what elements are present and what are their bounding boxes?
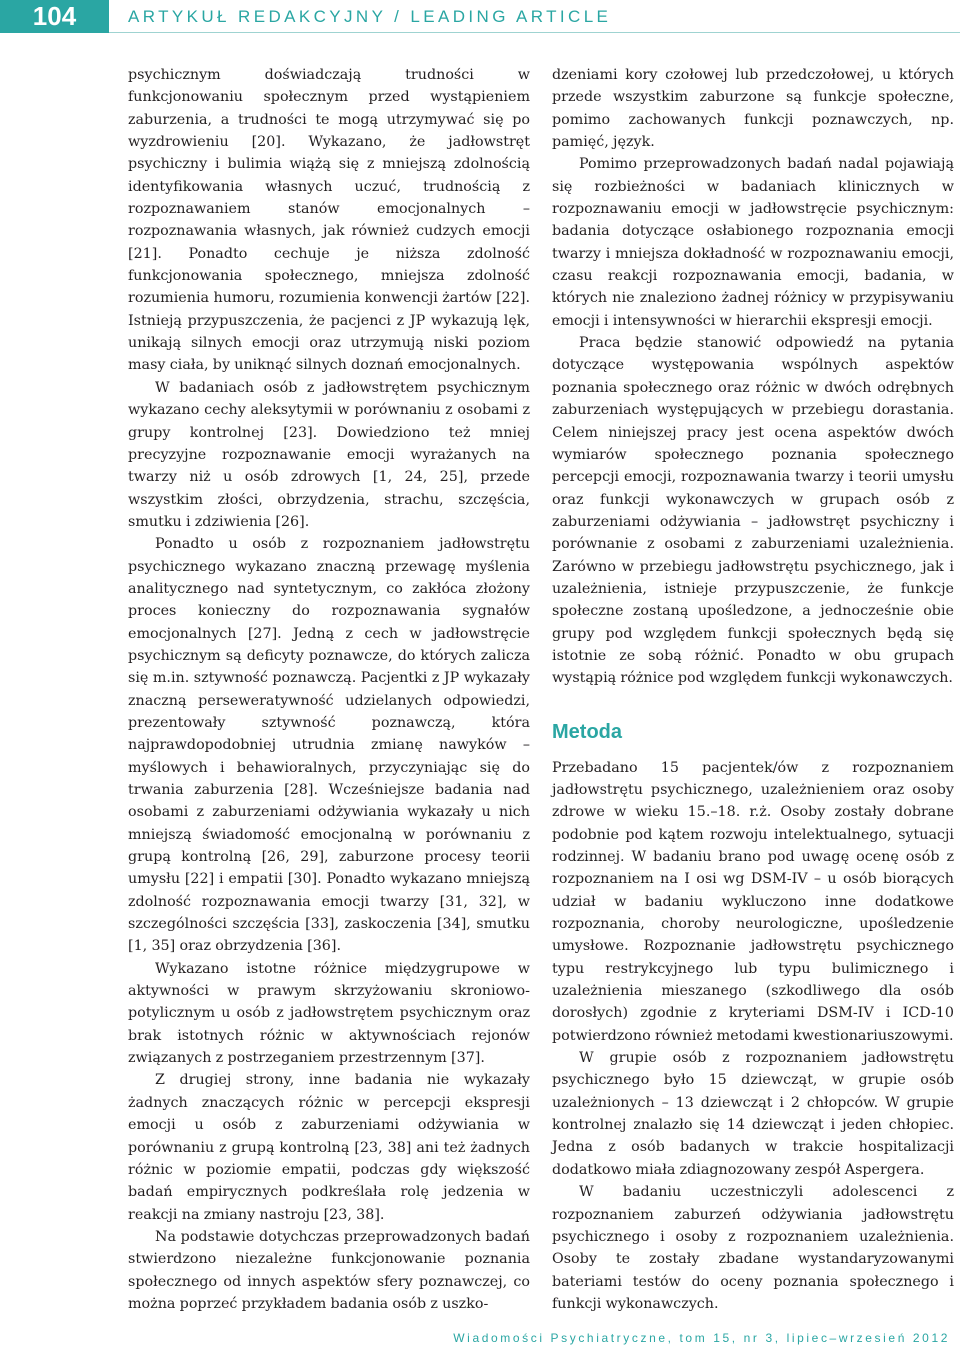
paragraph: Na podstawie dotychczas przeprowadzonych badań stwierdzono niezależne funkcjonowanie poznania społecznego od innych aspektów sfery poznawczej, co można poprzeć przykładem badania osób z uszko- xyxy=(128,1228,530,1312)
paragraph: W grupie osób z rozpoznaniem jadłowstrętu psychicznego było 15 dziewcząt, w grupie osób uzależnionych – 13 dziewcząt i 2 chłopców. W grupie kontrolnej znalazło się 14 dziewcząt i jeden chłopiec. Jedna z osób badanych w trakcie hospitalizacji dodatkowo miała zdiagnozowany zespół Aspergera. xyxy=(552,1050,954,1178)
header-rule xyxy=(109,32,960,33)
paragraph: Z drugiej strony, inne badania nie wykazały żadnych znaczących różnic w percepcji ekspresji emocji u osób z zaburzeniami odżywiania w porównaniu z grupą kontrolną [23, 38] ani też żadnych różnic w poziomie empatii, podczas gdy większość badań empirycznych podkreślała rolę jedzenia w reakcji na zmiany nastroju [23, 38]. xyxy=(128,1072,530,1223)
paragraph: Pomimo przeprowadzonych badań nadal pojawiają się rozbieżności w badaniach klinicznych w rozpoznawaniu emocji w jadłowstręcie psychicznym: badania dotyczące osłabionego rozpoznania emocji twarzy i mniejsza dokładność w rozpoznawaniu emocji, czasu reakcji rozpoznawania emocji, badania, w których nie znaleziono żadnej różnicy w przypisywaniu emocji i intensywności w hierarchii ekspresji emocji. xyxy=(552,156,954,329)
right-column xyxy=(552,64,954,1315)
paragraph: W badaniach osób z jadłowstrętem psychicznym wykazano cechy aleksytymii w porównaniu z osobami z grupy kontrolnej [23]. Dowiedziono też mniej precyzyjne rozpoznawanie emocji wyrażanych na twarzy niż u osób zdrowych [1, 24, 25], przede wszystkim złości, obrzydzenia, strachu, szczęścia, smutku i zdziwienia [26]. xyxy=(128,379,530,530)
page-header xyxy=(0,0,960,33)
paragraph: W badaniu uczestniczyli adolescenci z rozpoznaniem zaburzeń odżywiania jadłowstrętu psychicznego i osoby z rozpoznaniem uzależnienia. Osoby te zostały zbadane wystandaryzowanymi bateriami testów do oceny poznania społecznego i funkcji wykonawczych. xyxy=(552,1184,954,1312)
paragraph: Przebadano 15 pacjentek/ów z rozpoznaniem jadłowstrętu psychicznego, uzależnieniem oraz osoby zdrowe w wieku 15.–18. r.ż. Osoby zostały dobrane podobnie pod kątem rozwoju intelektualnego, sytuacji rodzinnej. W badaniu brano pod uwagę ocenę osób z rozpoznaniem na I osi wg DSM-IV – u osób biorących udział w badaniu wykluczono inne dodatkowe rozpoznania, choroby neurologiczne, upośledzenie umysłowe. Rozpoznanie jadłowstrętu psychicznego typu restrykcyjnego lub typu bulimicznego i uzależnienia mieszanego (szkodliwego dla osób dorosłych) zgodnie z kryteriami DSM-IV i ICD-10 potwierdzono również metodami kwestionariuszowymi. xyxy=(552,759,954,1044)
section-label: ARTYKUŁ REDAKCYJNY / LEADING ARTICLE xyxy=(128,7,612,26)
paragraph: psychicznym doświadczają trudności w funkcjonowaniu społecznym przed wystąpieniem zaburzenia, a trudności te mogą utrzymywać się po wyzdrowieniu [20]. Wykazano, że jadłowstręt psychiczny i bulimia wiążą się z mniejszą zdolnością identyfikowania własnych uczuć, trudnością z rozpoznawaniem stanów emocjonalnych – rozpoznawania własnych, jak również cudzych emocji [21]. Ponadto cechuje je niższa zdolność funkcjonowania społecznego, mniejsza zdolność rozumienia humoru, rozumienia konwencji żartów [22]. Istnieją przypuszczenia, że pacjenci z JP wykazują lęk, unikają silnych emocji oraz utrzymują niski poziom masy ciała, by uniknąć silnych doznań emocjonalnych. xyxy=(128,67,530,374)
page-number: 104 xyxy=(0,0,109,33)
section-heading-metoda: Metoda xyxy=(552,720,622,743)
journal-footer: Wiadomości Psychiatryczne, tom 15, nr 3, lipiec–wrzesień 2012 xyxy=(453,1331,950,1345)
paragraph: dzeniami kory czołowej lub przedczołowej, u których przede wszystkim zaburzone są funkcje społeczne, pomimo zachowanych funkcji poznawczych, np. pamięć, język. xyxy=(552,67,954,151)
paragraph: Praca będzie stanowić odpowiedź na pytania dotyczące występowania wspólnych aspektów poznania społecznego oraz różnic w dwóch odrębnych zaburzeniach występujących w przebiegu dorastania. Celem niniejszej pracy jest ocena aspektów dwóch wymiarów społecznego poznania społecznego percepcji emocji, rozpoznawania twarzy i teorii umysłu oraz funkcji wykonawczych w grupach osób z zaburzeniami odżywiania – jadłowstręt psychiczny i porównanie z osobami z zaburzeniami uzależnienia. Zarówno w przebiegu jadłowstrętu psychicznego, jak i uzależnienia, istnieje przypuszczenie, że funkcje społeczne zostaną upośledzone, a jednocześnie obie grupy pod względem funkcji społecznych będą się istotnie ze sobą różnić. Ponadto w obu grupach wystąpią różnice pod względem funkcji wykonawczych. xyxy=(552,335,954,687)
paragraph: Ponadto u osób z rozpoznaniem jadłowstrętu psychicznego wykazano znaczną przewagę myślenia analitycznego nad syntetycznym, co zakłóca złożony proces konieczny do rozpoznawania sygnałów emocjonalnych [27]. Jedną z cech w jadłowstręcie psychicznym są deficyty poznawcze, do których zalicza się m.in. sztywność poznawczą. Pacjentki z JP wykazały znaczną perseweratywność udzielanych odpowiedzi, prezentowały sztywność poznawczą, która najprawdopodobniej utrudnia zmianę nawyków – myślowych i behawioralnych, przyczyniając się do trwania zaburzenia [28]. Wcześniejsze badania nad osobami z zaburzeniami odżywiania wykazały u nich mniejszą świadomość emocjonalną w porównaniu z grupą kontrolną [26, 29], zaburzone procesy teorii umysłu [22] i empatii [30]. Ponadto wykazano mniejszą zdolność rozpoznawania emocji twarzy [31, 32], w szczególności szczęścia [33], zaskoczenia [34], smutku [1, 35] oraz obrzydzenia [36]. xyxy=(128,536,530,955)
left-column xyxy=(128,64,530,1315)
paragraph: Wykazano istotne różnice międzygrupowe w aktywności w prawym skrzyżowaniu skroniowo-potylicznym u osób z jadłowstrętem psychicznym oraz brak istotnych różnic w aktywnościach rejonów związanych z postrzeganiem przestrzennym [37]. xyxy=(128,960,530,1067)
